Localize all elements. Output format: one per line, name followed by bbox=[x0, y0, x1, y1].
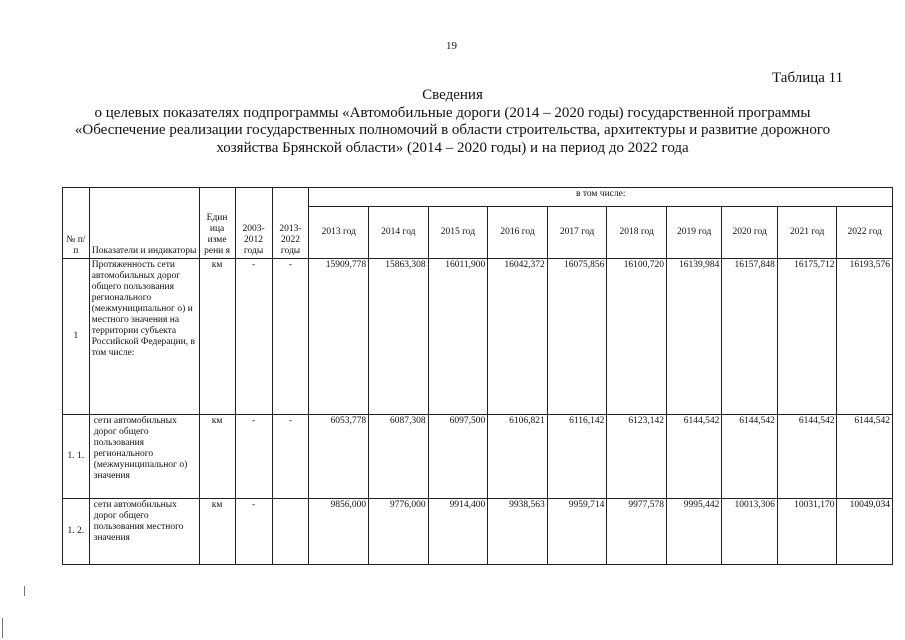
value-cell: 16193,576 bbox=[837, 259, 893, 415]
value-cell: 9856,000 bbox=[309, 499, 369, 565]
value-cell: 6053,778 bbox=[309, 415, 369, 499]
value-cell: 16175,712 bbox=[777, 259, 837, 415]
indicators-table bbox=[62, 187, 893, 565]
period2-cell bbox=[272, 499, 309, 565]
value-cell: 6144,542 bbox=[666, 415, 721, 499]
year-header: 2013 год bbox=[309, 207, 369, 259]
value-cell: 9977,578 bbox=[607, 499, 667, 565]
year-header: 2016 год bbox=[488, 207, 548, 259]
value-cell: 10013,306 bbox=[722, 499, 777, 565]
value-cell: 6106,821 bbox=[488, 415, 548, 499]
unit-cell: км bbox=[199, 415, 235, 499]
period1-cell: - bbox=[235, 499, 272, 565]
title-line: «Обеспечение реализации государственных полномочий в области строительства, архитектуры и развитие дорожного bbox=[74, 122, 831, 138]
value-cell: 6144,542 bbox=[777, 415, 837, 499]
year-header: 2020 год bbox=[722, 207, 777, 259]
year-header: 2018 год bbox=[607, 207, 667, 259]
row-number: 1. 2. bbox=[63, 499, 90, 565]
page-number: 19 bbox=[446, 40, 457, 52]
value-cell: 16075,856 bbox=[547, 259, 607, 415]
period1-cell: - bbox=[235, 415, 272, 499]
value-cell: 9995,442 bbox=[666, 499, 721, 565]
value-cell: 16157,848 bbox=[722, 259, 777, 415]
unit-cell: км bbox=[199, 259, 235, 415]
value-cell: 16100,720 bbox=[607, 259, 667, 415]
year-header: 2021 год bbox=[777, 207, 837, 259]
value-cell: 6116,142 bbox=[547, 415, 607, 499]
header-period-2003-2012: 2003- 2012 годы bbox=[235, 188, 272, 259]
year-header: 2017 год bbox=[547, 207, 607, 259]
value-cell: 6144,542 bbox=[837, 415, 893, 499]
row-number: 1 bbox=[63, 259, 90, 415]
indicator-name: сети автомобильных дорог общего пользования местного значения bbox=[89, 499, 199, 565]
document-title bbox=[0, 87, 905, 157]
scan-mark bbox=[2, 618, 3, 638]
value-cell: 10031,170 bbox=[777, 499, 837, 565]
value-cell: 9938,563 bbox=[488, 499, 548, 565]
table-row bbox=[63, 259, 893, 415]
year-header: 2014 год bbox=[369, 207, 429, 259]
header-unit: Един ица изме рени я bbox=[199, 188, 235, 259]
title-line: о целевых показателях подпрограммы «Автомобильные дороги (2014 – 2020 годы) государственной программы bbox=[94, 104, 811, 121]
value-cell: 6144,542 bbox=[722, 415, 777, 499]
value-cell: 6123,142 bbox=[607, 415, 667, 499]
value-cell: 16011,900 bbox=[428, 259, 488, 415]
period2-cell: - bbox=[272, 259, 309, 415]
year-header: 2015 год bbox=[428, 207, 488, 259]
value-cell: 15909,778 bbox=[309, 259, 369, 415]
period2-cell: - bbox=[272, 415, 309, 499]
scan-mark bbox=[24, 586, 25, 596]
table-row bbox=[63, 499, 893, 565]
value-cell: 9959,714 bbox=[547, 499, 607, 565]
indicator-name: Протяженность сети автомобильных дорог общего пользования регионального (межмуниципальног о) и местного значения на территории субъекта Российской Федерации, в том числе: bbox=[89, 259, 199, 415]
indicator-name: сети автомобильных дорог общего пользования регионального (межмуниципальног о) значения bbox=[89, 415, 199, 499]
header-period-2013-2022: 2013- 2022 годы bbox=[272, 188, 309, 259]
value-cell: 6087,308 bbox=[369, 415, 429, 499]
value-cell: 16042,372 bbox=[488, 259, 548, 415]
header-including: в том числе: bbox=[309, 188, 893, 207]
value-cell: 6097,500 bbox=[428, 415, 488, 499]
value-cell: 10049,034 bbox=[837, 499, 893, 565]
year-header: 2022 год bbox=[837, 207, 893, 259]
row-number: 1. 1. bbox=[63, 415, 90, 499]
title-line: хозяйства Брянской области» (2014 – 2020 годы) и на период до 2022 года bbox=[216, 139, 689, 156]
header-num: № п/ п bbox=[63, 188, 90, 259]
header-indicator: Показатели и индикаторы bbox=[89, 188, 199, 259]
value-cell: 9776,000 bbox=[369, 499, 429, 565]
table-label: Таблица 11 bbox=[772, 70, 844, 86]
value-cell: 16139,984 bbox=[666, 259, 721, 415]
value-cell: 9914,400 bbox=[428, 499, 488, 565]
table-row bbox=[63, 415, 893, 499]
period1-cell: - bbox=[235, 259, 272, 415]
value-cell: 15863,308 bbox=[369, 259, 429, 415]
year-header: 2019 год bbox=[666, 207, 721, 259]
title-line: Сведения bbox=[422, 87, 483, 103]
unit-cell: км bbox=[199, 499, 235, 565]
